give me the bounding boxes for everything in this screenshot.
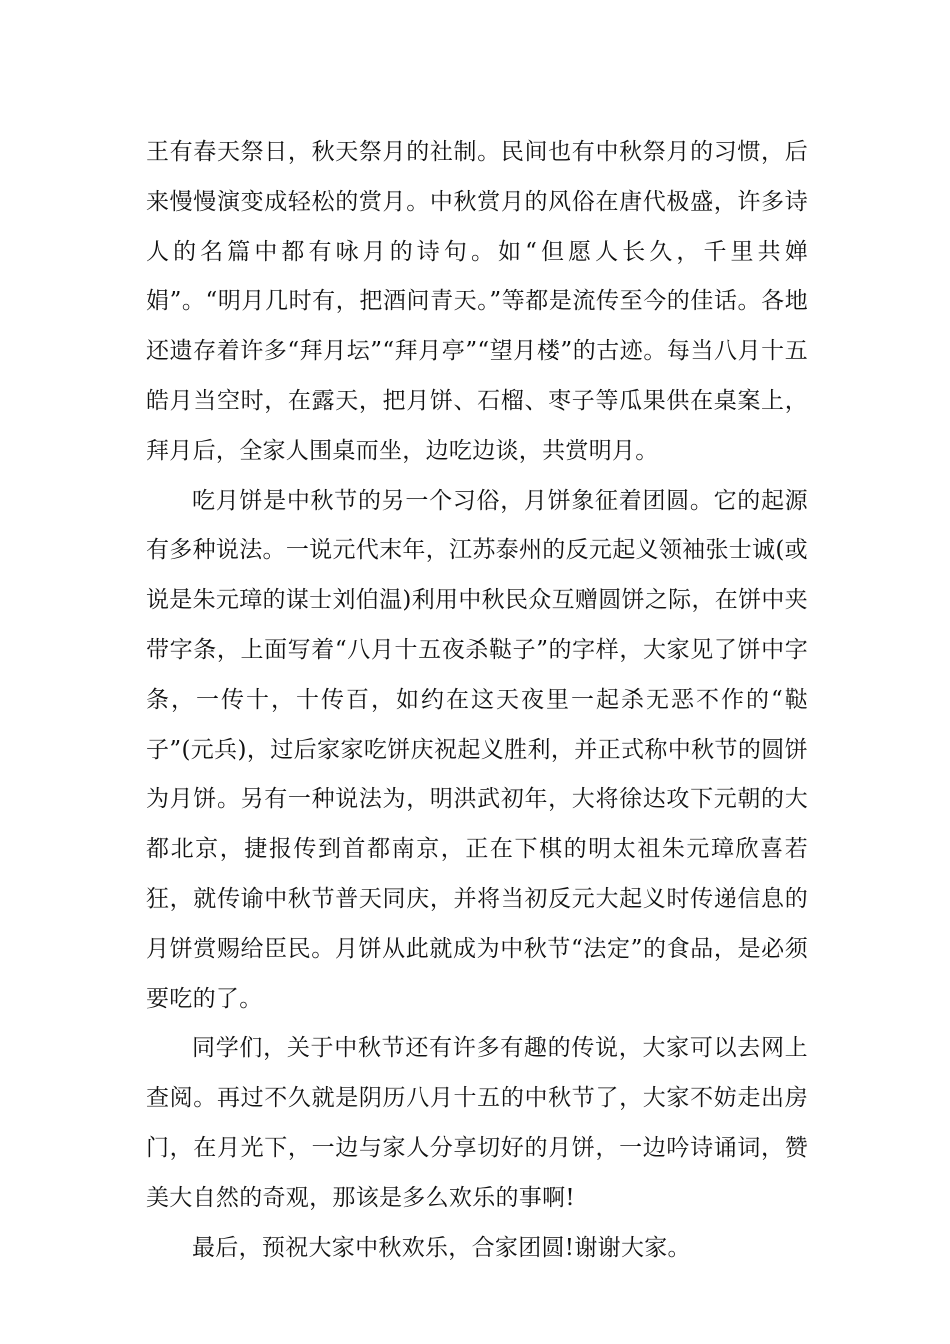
paragraph-mid-autumn-moon-viewing: 王有春天祭日，秋天祭月的社制。民间也有中秋祭月的习惯，后来慢慢演变成轻松的赏月。中秋赏月的风俗在唐代极盛，许多诗人的名篇中都有咏月的诗句。如“但愿人长久，千里共婵娟”。“明月几时有，把酒问青天。”等都是流传至今的佳话。各地还遗存着许多“拜月坛”“拜月亭”“望月楼”的古迹。每当八月十五皓月当空时，在露天，把月饼、石榴、枣子等瓜果供在桌案上，拜月后，全家人围桌而坐，边吃边谈，共赏明月。 xyxy=(146,139,808,464)
body-text xyxy=(146,128,808,1273)
paragraph-mooncake-origin: 吃月饼是中秋节的另一个习俗，月饼象征着团圆。它的起源有多种说法。一说元代末年，江苏泰州的反元起义领袖张士诚(或说是朱元璋的谋士刘伯温)利用中秋民众互赠圆饼之际，在饼中夹带字条，上面写着“八月十五夜杀鞑子”的字样，大家见了饼中字条，一传十，十传百，如约在这天夜里一起杀无恶不作的“鞑子”(元兵)，过后家家吃饼庆祝起义胜利，并正式称中秋节的圆饼为月饼。另有一种说法为，明洪武初年，大将徐达攻下元朝的大都北京，捷报传到首都南京，正在下棋的明太祖朱元璋欣喜若狂，就传谕中秋节普天同庆，并将当初反元大起义时传递信息的月饼赏赐给臣民。月饼从此就成为中秋节“法定”的食品，是必须要吃的了。 xyxy=(146,487,808,1012)
paragraph-invitation: 同学们，关于中秋节还有许多有趣的传说，大家可以去网上查阅。再过不久就是阴历八月十五的中秋节了，大家不妨走出房门，在月光下，一边与家人分享切好的月饼，一边吟诗诵词，赞美大自然的奇观，那该是多么欢乐的事啊! xyxy=(146,1035,808,1211)
paragraph-closing: 最后，预祝大家中秋欢乐，合家团圆!谢谢大家。 xyxy=(192,1234,691,1261)
